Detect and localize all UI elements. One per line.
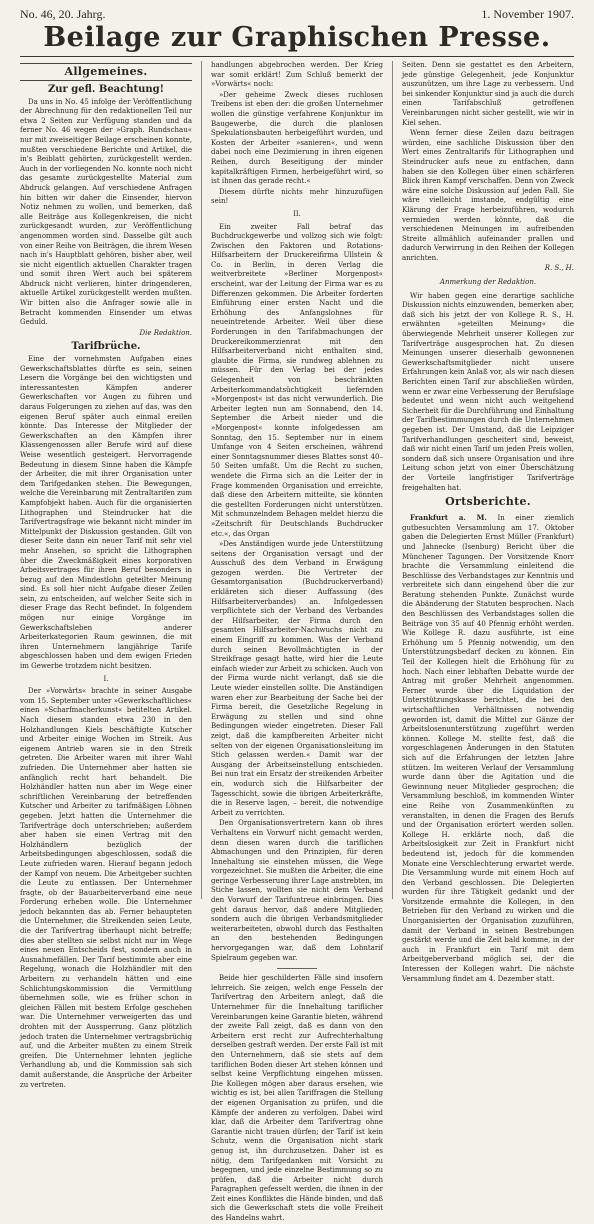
article-paragraph: Den Organisationsvertretern kann ob ihres Verhaltens ein Vorwurf nicht gemacht werden, denn diesen waren durch die tariflichen Abmachungen und den Prinzipien, für deren Innehaltung sie einstehen müssen, die Wege vorgezeichnet. Sie mußten die Arbeiter, die eine geringe Verbesserung ihrer Lage anstrebten, im Stiche lassen, wollten sie nicht dem Verband den Vorwurf der Tarifuntreue einbringen. Dies geht daraus hervor, daß andere Mitglieder, sondern auch die übrigen Verbandsmitglieder weiterarbeiteten, obwohl durch das Festhalten an den bestehenden Bedingungen hervorgegangen war, daß dem Lohntarif Spielraum gegeben war. [211, 819, 384, 962]
article-heading-beachtung: Zur gefl. Beachtung! [47, 84, 165, 95]
article-paragraph: handlungen abgebrochen werden. Der Krieg war somit erklärt! Zum Schluß bemerkt der »Vorwärts« noch: [211, 61, 384, 89]
column-3 [402, 61, 575, 983]
article-paragraph: Wenn ferner diese Zeilen dazu beitragen würden, eine sachliche Diskussion über den Wert eines Zentraltarifs für Lithographen und Steindrucker aufs neue zu entfachen, dann haben sie den Kollegen über einen schärferen Blick ihren Kampf verschaffen. Denn von Zweck wäre eine solche Diskussion auf jeden Fall. Sie wäre vielleicht imstande, endgültig eine Klärung der Frage herbeizuführen, wodurch vermieden werden könnte, daß die verschiedenen Meinungen im aufreibenden Streite allmählich aufeinander prallen und dadurch Verwirrung in den Reihen der Kollegen anrichten. [402, 129, 575, 262]
columns [20, 61, 575, 1223]
column-divider [392, 61, 393, 899]
issue-number: No. 46, 20. Jahrg. [20, 7, 106, 21]
column-2 [211, 61, 384, 1223]
article-signature: R. S., H. [544, 264, 575, 273]
divider-rule [277, 968, 317, 969]
article-paragraph: Wir haben gegen eine derartige sachliche Diskussion nichts einzuwenden, bemerken aber, daß sich bis jetzt der von Kollege R. S., H. erwähnten »geteilten Meinung« die überwiegende Mehrheit unserer Kollegen zur Tarifverträge ausgesprochen hat. Zu diesen Meinungen unserer dieserhalb gewonnenen Gewerkschaftsmitglieder nicht unsere Erfahrungen kein Anlaß vor, als wir nach diesen Berichten einen Tarif zur abschließen würden, wenn er zwar eine Verbesserung der Berufslage bedeutet und wenn nicht auch weitgehend Sicherheit für die Durchführung und Einhaltung der Tarifbestimmungen durch die Unternehmen gegeben ist. Der Umstand, daß die Leipziger Tarifverhandlungen gescheitert sind, beweist, daß wir nicht einen Tarif um jeden Preis wollen, sondern daß sich unsere Organisation und ihre Leitung schon jetzt von einer Überschätzung der Vorteile langfristiger Tarifverträge freigehalten hat. [402, 291, 575, 492]
article-paragraph: Beide hier geschilderten Fälle sind insofern lehrreich. Sie zeigen, welch enge Fesseln der Tarifvertrag den Arbeitern anlegt, daß die Unternehmer für die Innehaltung tariflicher Vereinbarungen keine Garantie bieten, während der zweite Fall zeigt, daß es dann von den Arbeitern erst recht zur Aufrechterhaltung derselben gestraft werden. Der erste Fall ist mit den Unternehmern, daß sie stets auf dem tariflichen Boden dieser Art stehen können und selbst keine Verpflichtung eingehen müssen. Die Kollegen mögen aber daraus ersehen, wie wichtig es ist, bei allen Tariffragen die Stellung der eigenen Organisation zu prüfen, und die Kämpfe der anderen zu verfolgen. Dabei wird klar, daß die Arbeiter dem Tarifvertrag ohne Garantie nicht trauen dürfen; der Tarif ist kein Schutz, wenn die Organisation nicht stark genug ist, ihn durchzusetzen. Daher ist es nötig, dem Tarifgedanken mit Vorsicht zu begegnen, und jede einzelne Bestimmung so zu prüfen, daß die Arbeiter nicht durch Paragraphen gefesselt werden, die ihnen in der Zeit eines Konfliktes die Hände binden, und daß sich die Gewerkschaft stets die volle Freiheit des Handelns wahrt. [211, 974, 384, 1223]
header-line [20, 6, 574, 22]
article-paragraph: Der »Vorwärts« brachte in seiner Ausgabe vom 15. September unter »Gewerkschaftliches« einen »Scharfmacherkunst« betitelten Artikel. Nach diesem standen etwa 230 in den Holzhandlungen Kiels beschäftigte Kutscher und Arbeiter einige Wochen im Streik. Aus eigenem Antrieb waren sie in den Streik getreten. Die Arbeiter waren mit ihrer Wahl zufrieden. Die Unternehmer aber hatten sie anfänglich recht hart behandelt. Die Holzhändler hatten nun aber im Wege einer schriftlichen Vereinbarung der betreffenden Kutscher und Arbeiter zu tarifmäßigen Löhnen gegeben. Jetzt hatten die Unternehmer die Tarifverträge doch unterschrieben; außerdem aber haben sie einen Vertrag mit den Holzhändlern bezüglich der Arbeitsbedingungen abgeschlossen, sodaß die Leute zufrieden waren. Hierauf begann jedoch der Kampf von neuem. Die Arbeitgeber suchten die Leute zu entlassen. Der Unternehmer fragte, ob der Bauarbeiterverband eine neue Forderung erheben wolle. Die Unternehmer jedoch bekannten das ab. Ferner behaupteten die Unternehmer, die Streikenden seien Leute, die der Tarifvertrag überhaupt nicht betreffe; dies aber stellten sie selbst nicht nur im Wege eines neuen Entscheids fest, sondern auch in Ausnahmefällen. Der Tarif bestimmte aber eine Regelung, wonach die Holzhändler mit den Arbeitern zu verhandeln hätten und eine Schlichtungskommission die Vermittlung übernehmen solle, wie es früher schon in gleichen Fällen mit bestem Erfolge geschehen war. Die Unternehmer verweigerten das und drohten mit der Aussperrung. Ganz plötzlich jedoch traten die Unternehmer vertragsbrüchig auf, und die Arbeiter mußten zu einem Streik greifen. Die Unternehmer lehnten jegliche Verhandlung ab, und die Kommission sah sich damit außerstande, die Ansprüche der Arbeiter zu vertreten. [20, 687, 193, 1089]
column-1 [20, 61, 193, 1089]
place-name: Frankfurt a. M. [410, 513, 487, 523]
section-numeral: II. [293, 209, 301, 218]
article-paragraph [402, 513, 574, 984]
section-heading-allgemeines: Allgemeines. [20, 63, 192, 81]
article-paragraph: Diesem dürfte nichts mehr hinzuzufügen sein! [211, 187, 384, 206]
issue-date: 1. November 1907. [481, 7, 574, 21]
column-divider [201, 61, 202, 899]
section-numeral: I. [103, 674, 109, 683]
quote-paragraph: »Der geheime Zweck dieses ruchlosen Treibens ist eben der: die großen Unternehmer wollen die günstige verfahrene Konjunktur im Baugewerbe, die durch die planlosen Spekulationsbauten herbeigeführt wurden, und Kosten der Arbeiter »sanieren«, und wenn dabei noch eine Dezimierung in ihren eigenen Reihen, durch Beseitigung der minder kapitalkräftigen Firmen, herbeigeführt wird, so ist ihnen das gerade recht.« [211, 90, 384, 186]
article-heading-tarifbrueche: Tarifbrüche. [71, 341, 141, 353]
article-paragraph: Ein zweiter Fall betraf das Buchdruckgewerbe und vollzog sich wie folgt: Zwischen den Faktoren und Rotations-Hilfsarbeitern der Druckereifirma Ullstein & Co. in Berlin, in deren Verlag die weitverbreitete »Berliner Morgenpost« erscheint, war der Leitung der Firma war es zu Differenzen gekommen. Die Arbeiter forderten Einführung einer ersten Nacht und die Erhöhung des Anfangslohnes für neueintretende Arbeiter. Weil über diese Forderungen in den Tarifabmachungen der Druckereikommerzienrat mit den Hilfsarbeiterverband nicht enthalten sind, glaubte die Firma, sie rundweg ablehnen zu müssen. Für den Verlag bei der jedes Gelegenheit von beschränkten Arbeiterkommandatsüchtigkeit liefernden »Morgenpost« ist das nicht verwunderlich. Die Arbeiter legten nun am Sonnabend, den 14. September die Arbeit nieder und die »Morgenpost« konnte infolgedessen am Sonntag, den 15. September nur in einem Umfange von 4 Seiten erscheinen, während einer Sonntagsnummer dieses Blattes sonst 40–50 Seiten umfaßt. Um die Recht zu suchen, wendete die Firma sich an die Leiter der in Frage kommenden Organisation und erreichte, daß diese den Arbeitern mitteilte, sie könnten die gestellten Forderungen nicht unterstützen. Mit schmunzelndem Behagen meldet hierzu die »Zeitschrift für Deutschlands Buchdrucker etc.«, das Organ [211, 222, 384, 538]
article-paragraph: Seiten. Denn sie gestattet es den Arbeitern, jede günstige Gelegenheit, jede Konjunktur auszunützen, um ihre Lage zu verbessern. Und bei sinkender Konjunktur sind ja auch die durch einen Tarifabschluß getroffenen Vereinbarungen nicht sicher gestellt, wie wir in Kiel sehen. [402, 61, 575, 127]
masthead-title: Beilage zur Graphischen Presse. [20, 22, 574, 57]
article-paragraph: Da uns in No. 45 infolge der Veröffentlichung der Abrechnung für den redaktionellen Teil nur etwa 2 Seiten zur Verfügung standen und da ferner No. 46 wegen der »Graph. Rundschau« nur mit zweiseitiger Beilage erscheinen konnte, mußten verschiedene Berichte und Artikel, die in's Beiblatt gehörten, zurückgestellt werden. Auch in der vorliegenden No. konnte noch nicht das gesamte zurückgestellte Material zum Abdruck gelangen. Auf verschiedene Anfragen hin bitten wir daher die Einsender, hiervon Notiz nehmen zu wollen, und bemerken, daß alle Beiträge aus Kollegenkreisen, die nicht zurückgesandt wurden, zur Veröffentlichung angenommen worden sind. Dasselbe gilt auch von einer Reihe von Beiträgen, die ihrem Wesen nach in's Hauptblatt gehören, bisher aber, weil sie nicht eigentlich aktuellen Charakter tragen und somit ihren Wert auch bei späterem Abdruck nicht verlieren, hinter dringenderen, aktuelle Artikel zurückgestellt werden mußten. Wir bitten also die Anfrager sowie alle in Betracht kommenden Einsender um etwas Geduld. [20, 97, 193, 327]
editorial-note-heading: Anmerkung der Redaktion. [439, 278, 537, 287]
quote-paragraph: »Des Anständigen wurde jede Unterstützung seitens der Organisation versagt und der Ausschuß des dem Verband in Erwägung gezogen werden. Die Vertreter der Gesamtorganisation (Buchdruckerverband) erkläreten sich dieser Auffassung (des Hilfsarbeiterverbandes) an. Infolgedessen verpflichtete sich der Verband des Verbandes der Hilfsarbeiter, der Firma durch den gesamten Hilfsarbeiter-Nachwuchs nicht zu einem Eingriff zu kommen. Was der Verband durch seinen Bevollmächtigten in der Streikfrage gesagt hatte, wird hier die Leute einfach wieder zur Arbeit zu schicken. Auch von der Firma wurde nicht verlangt, daß sie die Leute wieder einstellen sollte. Die Anständigen waren eher zur Bearbeitung der Sache bei der Firma bereit, die Gesetzliche Regelung in Erwägung zu stellen und sind ohne Bedingungen wieder eingetreten. Dieser Fall zeigt, daß die kampfbereiten Arbeiter nicht selten von der eigenen Organisationsleitung im Stich gelassen werden.« Damit war der Ausgang der Arbeitseinstellung entschieden. Bei nun trat ein Ersatz der streikenden Arbeiter ein, wodurch sich die Hilfsarbeiter der Tagesschicht, sowie die übrigen Arbeiterkräfte, die in Reserve lagen, – bereit, die notwendige Arbeit zu verrichten. [211, 540, 384, 817]
report-text: In einer ziemlich gutbesuchten Versammlung am 17. Oktober gaben die Delegierten Ernst Müller (Frankfurt) und Jahnecke (Isenburg) Bericht über die Münchener Tagungen. Der Vorsitzende Knorr brachte die Versammlung einleitend die Beschlüsse des Verbandstages zur Kenntnis und verbreitete sich dann eingehend über die zur Beratung stehenden Punkte. Zunächst wurde die Abänderung der Statuten besprochen. Nach den Beschlüssen des Verbandstages sollen die Beiträge von 35 auf 40 Pfennig erhöht werden. Wie Kollege R. dazu ausführte, ist eine Erhöhung um 5 Pfennig notwendig, um den Unterstützungsbedarf decken zu können. Ein Teil der Kollegen hielt die Erhöhung für zu hoch. Nach einer lebhaften Debatte wurde der Antrag mit großer Mehrheit angenommen. Ferner wurde über die Liquidation der Unterstützungskasse berichtet, die bei den wirtschaftlichen Verhältnissen notwendig geworden ist, damit die Mittel zur Gänze der Arbeitslosenunterstützung zugeführt werden können. Kollege M. stellte fest, daß die vorgeschlagenen Änderungen in den Statuten sich auf die Erfahrungen der letzten Jahre stützen. Im weiteren Verlauf der Versammlung wurde dann über die Agitation und die Gewinnung neuer Mitglieder gesprochen; die Versammlung beschloß, im kommenden Winter eine Reihe von Zusammenkünften zu veranstalten, in denen die Fragen des Berufs und der Organisation erörtert werden sollen. Kollege H. erklärte noch, daß die Arbeitslosigkeit zur Zeit in Frankfurt nicht bedeutend ist, jedoch für die kommenden Monate eine Verschlechterung erwartet werde. Die Versammlung wurde mit einem Hoch auf den Verband geschlossen. Die Delegierten wurden für ihre Tätigkeit gedankt und der Vorsitzende ermahnte die Kollegen, in den Betrieben für den Verband zu wirken und die Unorganisierten der Organisation zuzuführen, damit der Verband in seinen Bestrebungen gestärkt werde und die Zeit bald komme, in der auch in Frankfurt ein Tarif mit dem Arbeitgeberverband möglich sei, der die Interessen der Kollegen wahrt. Die nächste Versammlung findet am 4. Dezember statt. [402, 514, 575, 983]
article-paragraph: Eine der vornehmsten Aufgaben eines Gewerkschaftsblattes dürfte es sein, seinen Lesern die Vorgänge bei den wichtigsten und interessantesten Kämpfen anderer Gewerkschaften vor Augen zu führen und daraus Folgerungen zu ziehen auf das, was den eigenen Beruf später auch einmal ereilen könnte. Das Interesse der Mitglieder der Gewerkschaften an den Kämpfen ihrer Klassengenossen aller Berufe wird auf diese Weise wesentlich gesteigert. Hervorragende Bedeutung in diesem Sinne haben die Kämpfe der Arbeiter, die mit ihrer Organisation unter dem Tarifgedanken stehen. Die Bewegungen, welche die Vereinbarung mit Zentraltarifen zum Kampfobjekt haben. Auch für die organisierten Lithographen und Steindrucker hat die Tarifvertragsfrage wie bekannt nicht minder im Mittelpunkt der Diskussion gestanden. Gilt von dieser Seite dann ein neuer Tarif mit sehr viel mehr Ansehen, so spricht die Lithographen über die Zweckmäßigkeit eines korporativen Arbeitsvertrages für ihren Beruf besonders in bezug auf den Mindestlohn geteilter Meinung sind. Es soll hier nicht Aufgabe dieser Zeilen sein, zu entscheiden, auf welcher Seite sich in dieser Frage das Recht befindet. In folgendem mögen nur einige Vorgänge im Gewerkschaftsleben anderer Arbeiterkategorien Raum gewinnen, die mit ihren Unternehmern langjährige Tarife abgeschlossen haben und dem ewigen Frieden im Gewerbe trotzdem nicht besitzen. [20, 355, 193, 671]
section-heading-ortsberichte: Ortsberichte. [445, 495, 531, 509]
article-signature: Die Redaktion. [139, 328, 193, 337]
